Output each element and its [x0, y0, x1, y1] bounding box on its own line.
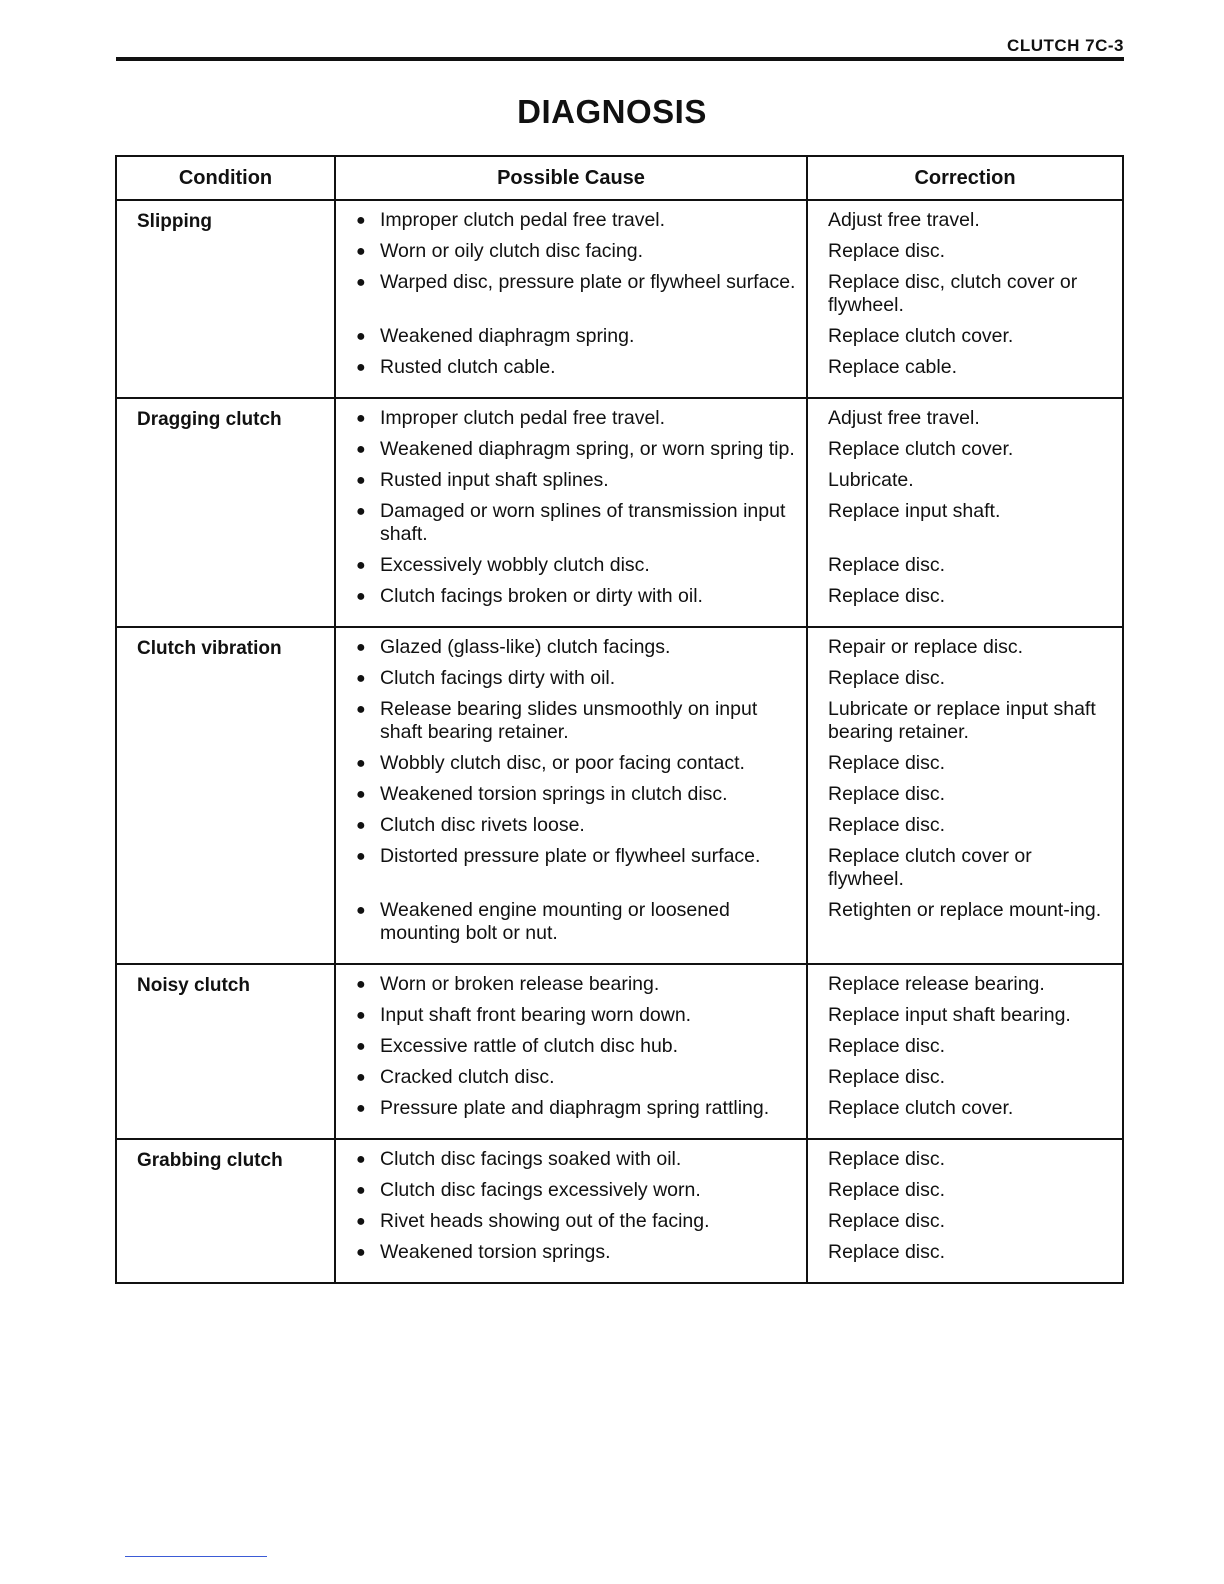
bullet-icon: ● [356, 848, 366, 865]
correction-text: Replace disc. [828, 1210, 946, 1232]
bullet-icon: ● [356, 212, 366, 229]
table-row [116, 627, 1123, 964]
correction-text: Replace disc. [828, 1179, 946, 1201]
cause-item [356, 554, 796, 577]
correction-text: Replace disc. [828, 1148, 946, 1170]
cause-text: Clutch facings dirty with oil. [380, 667, 616, 689]
correction-text: Replace release bearing. [828, 973, 1045, 995]
cause-item [356, 325, 796, 348]
bullet-icon: ● [356, 755, 366, 772]
footer-rule [125, 1556, 267, 1557]
condition-cell: Grabbing clutch [116, 1139, 335, 1283]
cause-text: Input shaft front bearing worn down. [380, 1004, 692, 1026]
cause-item [356, 209, 796, 232]
cause-item [356, 271, 796, 317]
cause-item [356, 845, 796, 891]
bullet-icon: ● [356, 472, 366, 489]
header-rule [116, 57, 1124, 61]
bullet-icon: ● [356, 359, 366, 376]
correction-text: Replace clutch cover or flywheel. [828, 845, 1032, 890]
cause-text: Glazed (glass-like) clutch facings. [380, 636, 671, 658]
cause-text: Excessively wobbly clutch disc. [380, 554, 650, 576]
cause-item [356, 500, 796, 546]
cause-item [356, 783, 796, 806]
cause-text: Worn or oily clutch disc facing. [380, 240, 643, 262]
bullet-icon: ● [356, 976, 366, 993]
cause-item [356, 1179, 796, 1202]
bullet-icon: ● [356, 1182, 366, 1199]
correction-text: Replace cable. [828, 356, 957, 378]
cause-item [356, 1241, 796, 1264]
diagnosis-table [115, 155, 1124, 1284]
bullet-icon: ● [356, 1244, 366, 1261]
cause-item [356, 1035, 796, 1058]
column-header-correction: Correction [807, 156, 1123, 200]
correction-cell [807, 964, 1123, 1139]
bullet-icon: ● [356, 670, 366, 687]
cause-text: Rusted input shaft splines. [380, 469, 609, 491]
bullet-icon: ● [356, 902, 366, 919]
cause-item [356, 973, 796, 996]
correction-text: Replace disc. [828, 240, 946, 262]
cause-text: Damaged or worn splines of transmission input shaft. [380, 500, 786, 545]
bullet-icon: ● [356, 1007, 366, 1024]
column-header-possible-cause: Possible Cause [335, 156, 807, 200]
possible-cause-cell [335, 1139, 807, 1283]
correction-text: Replace disc. [828, 585, 946, 607]
correction-cell [807, 1139, 1123, 1283]
page-header-ref: CLUTCH 7C-3 [1007, 36, 1124, 55]
cause-item [356, 667, 796, 690]
bullet-icon: ● [356, 1100, 366, 1117]
cause-text: Release bearing slides unsmoothly on input shaft bearing retainer. [380, 698, 758, 743]
cause-item [356, 1066, 796, 1089]
correction-text: Adjust free travel. [828, 407, 980, 429]
bullet-icon: ● [356, 503, 366, 520]
condition-cell: Noisy clutch [116, 964, 335, 1139]
cause-text: Worn or broken release bearing. [380, 973, 660, 995]
cause-text: Wobbly clutch disc, or poor facing contact. [380, 752, 745, 774]
correction-text: Replace disc, clutch cover or flywheel. [828, 271, 1078, 316]
bullet-icon: ● [356, 1069, 366, 1086]
cause-item [356, 407, 796, 430]
table-row [116, 398, 1123, 627]
correction-text: Replace disc. [828, 814, 946, 836]
bullet-icon: ● [356, 410, 366, 427]
cause-text: Distorted pressure plate or flywheel surface. [380, 845, 761, 867]
correction-text: Replace disc. [828, 554, 946, 576]
cause-text: Weakened diaphragm spring. [380, 325, 635, 347]
bullet-icon: ● [356, 588, 366, 605]
cause-text: Warped disc, pressure plate or flywheel surface. [380, 271, 796, 293]
cause-text: Clutch disc rivets loose. [380, 814, 585, 836]
cause-item [356, 356, 796, 379]
cause-text: Clutch disc facings excessively worn. [380, 1179, 701, 1201]
bullet-icon: ● [356, 441, 366, 458]
possible-cause-cell [335, 200, 807, 398]
bullet-icon: ● [356, 1213, 366, 1230]
cause-item [356, 1004, 796, 1027]
correction-text: Replace input shaft. [828, 500, 1001, 522]
cause-item [356, 752, 796, 775]
cause-item [356, 240, 796, 263]
cause-item [356, 698, 796, 744]
cause-text: Improper clutch pedal free travel. [380, 209, 666, 231]
correction-text: Replace clutch cover. [828, 1097, 1014, 1119]
bullet-icon: ● [356, 274, 366, 291]
cause-text: Weakened diaphragm spring, or worn spring tip. [380, 438, 795, 460]
cause-item [356, 1097, 796, 1120]
condition-cell: Clutch vibration [116, 627, 335, 964]
cause-text: Weakened torsion springs in clutch disc. [380, 783, 728, 805]
correction-cell [807, 398, 1123, 627]
cause-item [356, 814, 796, 837]
cause-text: Clutch disc facings soaked with oil. [380, 1148, 682, 1170]
column-header-condition: Condition [116, 156, 335, 200]
correction-cell [807, 200, 1123, 398]
cause-item [356, 438, 796, 461]
correction-text: Replace clutch cover. [828, 438, 1014, 460]
cause-text: Weakened torsion springs. [380, 1241, 611, 1263]
cause-text: Excessive rattle of clutch disc hub. [380, 1035, 679, 1057]
correction-text: Replace disc. [828, 1035, 946, 1057]
bullet-icon: ● [356, 1038, 366, 1055]
bullet-icon: ● [356, 557, 366, 574]
cause-text: Improper clutch pedal free travel. [380, 407, 666, 429]
condition-cell: Slipping [116, 200, 335, 398]
cause-item [356, 899, 796, 945]
possible-cause-cell [335, 398, 807, 627]
condition-cell: Dragging clutch [116, 398, 335, 627]
correction-text: Lubricate or replace input shaft bearing retainer. [828, 698, 1096, 743]
correction-text: Adjust free travel. [828, 209, 980, 231]
correction-cell [807, 627, 1123, 964]
cause-text: Weakened engine mounting or loosened mounting bolt or nut. [380, 899, 730, 944]
cause-text: Rusted clutch cable. [380, 356, 556, 378]
cause-item [356, 469, 796, 492]
bullet-icon: ● [356, 639, 366, 656]
correction-text: Retighten or replace mount-ing. [828, 899, 1102, 921]
table-header-row [116, 156, 1123, 200]
bullet-icon: ● [356, 328, 366, 345]
cause-text: Clutch facings broken or dirty with oil. [380, 585, 703, 607]
correction-text: Lubricate. [828, 469, 914, 491]
cause-item [356, 1148, 796, 1171]
cause-text: Cracked clutch disc. [380, 1066, 555, 1088]
correction-text: Replace input shaft bearing. [828, 1004, 1071, 1026]
bullet-icon: ● [356, 1151, 366, 1168]
correction-text: Replace disc. [828, 783, 946, 805]
cause-item [356, 1210, 796, 1233]
table-row [116, 964, 1123, 1139]
page-title: DIAGNOSIS [517, 93, 707, 130]
cause-text: Rivet heads showing out of the facing. [380, 1210, 710, 1232]
correction-text: Replace disc. [828, 1241, 946, 1263]
correction-text: Replace disc. [828, 1066, 946, 1088]
cause-item [356, 636, 796, 659]
possible-cause-cell [335, 964, 807, 1139]
bullet-icon: ● [356, 786, 366, 803]
correction-text: Replace disc. [828, 752, 946, 774]
bullet-icon: ● [356, 817, 366, 834]
correction-text: Replace disc. [828, 667, 946, 689]
table-row [116, 200, 1123, 398]
cause-item [356, 585, 796, 608]
bullet-icon: ● [356, 701, 366, 718]
correction-text: Replace clutch cover. [828, 325, 1014, 347]
correction-text: Repair or replace disc. [828, 636, 1024, 658]
possible-cause-cell [335, 627, 807, 964]
table-body [116, 200, 1123, 1283]
bullet-icon: ● [356, 243, 366, 260]
table-row [116, 1139, 1123, 1283]
cause-text: Pressure plate and diaphragm spring rattling. [380, 1097, 770, 1119]
